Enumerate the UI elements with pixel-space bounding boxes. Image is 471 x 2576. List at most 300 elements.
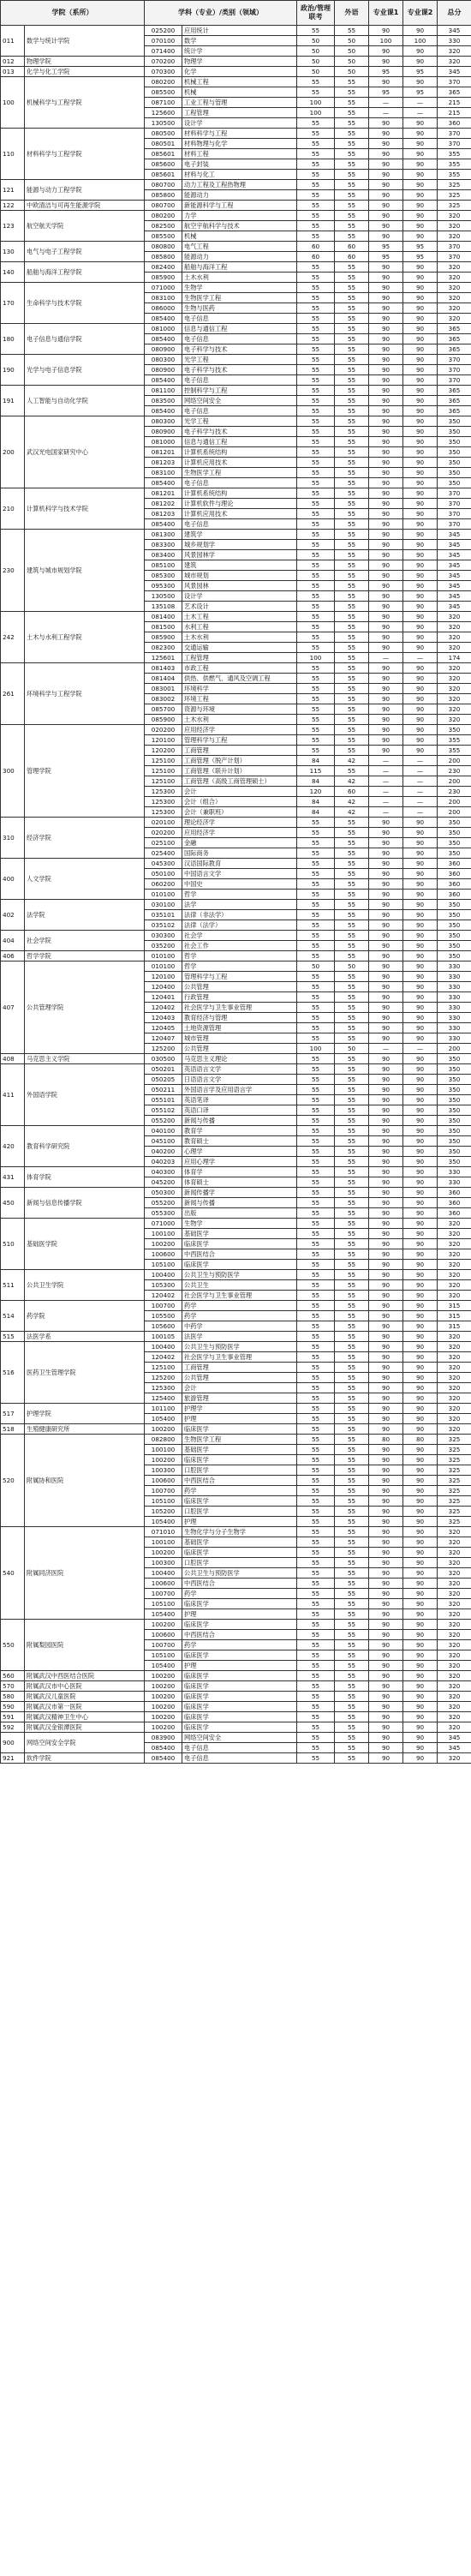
major-name: 电子封装 bbox=[182, 159, 297, 170]
total-score: 350 bbox=[438, 1085, 471, 1095]
foreign-score: 55 bbox=[335, 1599, 369, 1609]
subject1-score: 90 bbox=[369, 992, 403, 1003]
college-name: 附属武汉市中心医院 bbox=[25, 1681, 145, 1692]
total-score: 350 bbox=[438, 828, 471, 838]
subject1-score: 90 bbox=[369, 1363, 403, 1373]
politics-score: 55 bbox=[297, 406, 335, 416]
major-code: 035200 bbox=[145, 941, 182, 951]
total-score: 320 bbox=[438, 715, 471, 725]
major-name: 生物医学工程 bbox=[182, 468, 297, 478]
total-score: 330 bbox=[438, 36, 471, 46]
college-name: 护理学院 bbox=[25, 1404, 145, 1424]
major-name: 市政工程 bbox=[182, 663, 297, 674]
major-code: 130500 bbox=[145, 591, 182, 602]
subject1-score: 90 bbox=[369, 1517, 403, 1527]
college-name: 生殖健康研究所 bbox=[25, 1424, 145, 1435]
major-code: 071000 bbox=[145, 283, 182, 293]
major-code: 100600 bbox=[145, 1249, 182, 1260]
subject1-score: 90 bbox=[369, 1054, 403, 1064]
subject2-score: 100 bbox=[403, 36, 438, 46]
foreign-score: 55 bbox=[335, 1363, 369, 1373]
college-code: 210 bbox=[1, 488, 25, 530]
subject1-score: 90 bbox=[369, 982, 403, 992]
foreign-score: 55 bbox=[335, 1733, 369, 1743]
major-code: 081203 bbox=[145, 509, 182, 519]
subject2-score: 90 bbox=[403, 1702, 438, 1712]
politics-score: 55 bbox=[297, 1239, 335, 1249]
total-score: 320 bbox=[438, 283, 471, 293]
subject2-score: 90 bbox=[403, 591, 438, 602]
table-row bbox=[1, 386, 471, 396]
total-score: 355 bbox=[438, 159, 471, 170]
major-name: 工商管理 bbox=[182, 746, 297, 756]
subject1-score: 90 bbox=[369, 139, 403, 149]
politics-score: 55 bbox=[297, 1198, 335, 1208]
subject2-score: 90 bbox=[403, 1558, 438, 1568]
subject2-score: 90 bbox=[403, 1661, 438, 1671]
politics-score: 55 bbox=[297, 211, 335, 221]
major-name: 机械工程 bbox=[182, 77, 297, 87]
foreign-score: 55 bbox=[335, 1064, 369, 1075]
politics-score: 55 bbox=[297, 87, 335, 98]
politics-score: 55 bbox=[297, 663, 335, 674]
total-score: 320 bbox=[438, 1239, 471, 1249]
college-code: 191 bbox=[1, 386, 25, 416]
foreign-score: 55 bbox=[335, 725, 369, 735]
foreign-score: 55 bbox=[335, 1147, 369, 1157]
header-row bbox=[1, 1, 471, 26]
foreign-score: 55 bbox=[335, 828, 369, 838]
major-name: 机械 bbox=[182, 231, 297, 242]
major-code: 100600 bbox=[145, 1476, 182, 1486]
subject2-score: 90 bbox=[403, 581, 438, 591]
major-code: 125600 bbox=[145, 108, 182, 118]
foreign-score: 55 bbox=[335, 1445, 369, 1455]
politics-score: 55 bbox=[297, 1476, 335, 1486]
subject2-score: 90 bbox=[403, 602, 438, 612]
major-name: 工商管理（联升计划） bbox=[182, 766, 297, 776]
subject2-score: 90 bbox=[403, 571, 438, 581]
politics-score: 55 bbox=[297, 1291, 335, 1301]
college-code: 310 bbox=[1, 818, 25, 859]
major-code: 010100 bbox=[145, 951, 182, 962]
politics-score: 55 bbox=[297, 1321, 335, 1332]
major-name: 管理科学与工程 bbox=[182, 735, 297, 746]
politics-score: 55 bbox=[297, 149, 335, 159]
major-code: 100300 bbox=[145, 1558, 182, 1568]
foreign-score: 55 bbox=[335, 1507, 369, 1517]
major-name: 社会学 bbox=[182, 931, 297, 941]
politics-score: 55 bbox=[297, 581, 335, 591]
major-name: 土地资源管理 bbox=[182, 1023, 297, 1033]
foreign-score: 55 bbox=[335, 530, 369, 540]
subject1-score: 90 bbox=[369, 1476, 403, 1486]
college-name: 公共管理学院 bbox=[25, 962, 145, 1054]
major-name: 管理科学与工程 bbox=[182, 972, 297, 982]
politics-score: 55 bbox=[297, 972, 335, 982]
major-code: 085900 bbox=[145, 632, 182, 643]
major-name: 材料与化工 bbox=[182, 170, 297, 180]
major-name: 数学 bbox=[182, 36, 297, 46]
foreign-score: 55 bbox=[335, 1692, 369, 1702]
subject1-score: 90 bbox=[369, 1445, 403, 1455]
politics-score: 55 bbox=[297, 1465, 335, 1476]
politics-score: 55 bbox=[297, 1023, 335, 1033]
subject2-score: 90 bbox=[403, 992, 438, 1003]
subject1-score: 90 bbox=[369, 1198, 403, 1208]
subject2-score: 90 bbox=[403, 1414, 438, 1424]
major-name: 新闻与传播 bbox=[182, 1198, 297, 1208]
foreign-score: 55 bbox=[335, 98, 369, 108]
table-row bbox=[1, 663, 471, 674]
foreign-score: 55 bbox=[335, 560, 369, 571]
total-score: 350 bbox=[438, 1054, 471, 1064]
foreign-score: 55 bbox=[335, 283, 369, 293]
politics-score: 55 bbox=[297, 1722, 335, 1733]
major-code: 105500 bbox=[145, 1311, 182, 1321]
major-code: 100300 bbox=[145, 1465, 182, 1476]
subject2-score: 90 bbox=[403, 1650, 438, 1661]
major-code: 081400 bbox=[145, 612, 182, 622]
subject1-score: 90 bbox=[369, 159, 403, 170]
subject2-score: 90 bbox=[403, 1507, 438, 1517]
foreign-score: 55 bbox=[335, 1229, 369, 1239]
college-code: 230 bbox=[1, 530, 25, 612]
major-code: 010100 bbox=[145, 890, 182, 900]
major-code: 010100 bbox=[145, 962, 182, 972]
foreign-score: 55 bbox=[335, 1661, 369, 1671]
subject1-score: 90 bbox=[369, 663, 403, 674]
foreign-score: 55 bbox=[335, 910, 369, 920]
major-code: 071010 bbox=[145, 1527, 182, 1537]
politics-score: 55 bbox=[297, 344, 335, 355]
subject1-score: 90 bbox=[369, 1640, 403, 1650]
politics-score: 55 bbox=[297, 1404, 335, 1414]
subject1-score: — bbox=[369, 756, 403, 766]
foreign-score: 55 bbox=[335, 293, 369, 303]
total-score: 345 bbox=[438, 591, 471, 602]
foreign-score: 55 bbox=[335, 324, 369, 334]
foreign-score: 55 bbox=[335, 180, 369, 190]
subject2-score: 90 bbox=[403, 478, 438, 488]
major-name: 工商管理（脱产计划） bbox=[182, 756, 297, 766]
foreign-score: 55 bbox=[335, 396, 369, 406]
major-code: 080501 bbox=[145, 139, 182, 149]
subject2-score: 90 bbox=[403, 1033, 438, 1044]
table-row bbox=[1, 1332, 471, 1342]
major-name: 法学 bbox=[182, 900, 297, 910]
politics-score: 55 bbox=[297, 848, 335, 859]
college-name: 教育科学研究院 bbox=[25, 1126, 145, 1167]
major-name: 英语口译 bbox=[182, 1105, 297, 1116]
total-score: 350 bbox=[438, 1075, 471, 1085]
politics-score: 55 bbox=[297, 1753, 335, 1764]
table-row bbox=[1, 1620, 471, 1630]
subject2-score: 90 bbox=[403, 725, 438, 735]
subject2-score: 90 bbox=[403, 283, 438, 293]
subject2-score: 90 bbox=[403, 1311, 438, 1321]
total-score: 320 bbox=[438, 1650, 471, 1661]
politics-score: 55 bbox=[297, 1013, 335, 1023]
foreign-score: 55 bbox=[335, 1620, 369, 1630]
major-code: 081202 bbox=[145, 499, 182, 509]
major-code: 125300 bbox=[145, 787, 182, 797]
major-name: 计算机软件与理论 bbox=[182, 499, 297, 509]
total-score: 320 bbox=[438, 1393, 471, 1404]
total-score: 350 bbox=[438, 910, 471, 920]
major-name: 公共卫生与预防医学 bbox=[182, 1270, 297, 1280]
politics-score: 55 bbox=[297, 869, 335, 879]
subject1-score: 90 bbox=[369, 920, 403, 931]
foreign-score: 55 bbox=[335, 375, 369, 386]
major-code: 081203 bbox=[145, 458, 182, 468]
politics-score: 60 bbox=[297, 252, 335, 262]
total-score: 320 bbox=[438, 1620, 471, 1630]
politics-score: 50 bbox=[297, 46, 335, 57]
politics-score: 55 bbox=[297, 828, 335, 838]
major-name: 护理学 bbox=[182, 1404, 297, 1414]
major-name: 心理学 bbox=[182, 1147, 297, 1157]
subject2-score: 95 bbox=[403, 87, 438, 98]
major-name: 计算机系统结构 bbox=[182, 488, 297, 499]
total-score: 360 bbox=[438, 1188, 471, 1198]
foreign-score: 55 bbox=[335, 519, 369, 530]
subject2-score: 90 bbox=[403, 519, 438, 530]
foreign-score: 55 bbox=[335, 715, 369, 725]
subject1-score: 90 bbox=[369, 879, 403, 890]
table-row bbox=[1, 530, 471, 540]
subject1-score: 90 bbox=[369, 170, 403, 180]
table-row bbox=[1, 77, 471, 87]
subject2-score: 90 bbox=[403, 900, 438, 910]
major-code: 120402 bbox=[145, 1352, 182, 1363]
subject2-score: 90 bbox=[403, 396, 438, 406]
subject2-score: 90 bbox=[403, 293, 438, 303]
subject1-score: 90 bbox=[369, 1620, 403, 1630]
major-code: 100200 bbox=[145, 1671, 182, 1681]
subject2-score: 90 bbox=[403, 622, 438, 632]
major-name: 哲学 bbox=[182, 890, 297, 900]
college-name: 哲学学院 bbox=[25, 951, 145, 962]
major-code: 105300 bbox=[145, 1280, 182, 1291]
major-code: 100200 bbox=[145, 1455, 182, 1465]
foreign-score: 55 bbox=[335, 581, 369, 591]
subject1-score: 90 bbox=[369, 694, 403, 704]
foreign-score: 55 bbox=[335, 540, 369, 550]
subject1-score: 90 bbox=[369, 458, 403, 468]
politics-score: 84 bbox=[297, 756, 335, 766]
table-row bbox=[1, 211, 471, 221]
major-code: 100400 bbox=[145, 1342, 182, 1352]
subject1-score: 90 bbox=[369, 1136, 403, 1147]
politics-score: 55 bbox=[297, 355, 335, 365]
subject1-score: 90 bbox=[369, 684, 403, 694]
major-code: 085400 bbox=[145, 314, 182, 324]
subject1-score: 90 bbox=[369, 1650, 403, 1661]
major-code: 086000 bbox=[145, 303, 182, 314]
major-code: 050211 bbox=[145, 1085, 182, 1095]
subject1-score: 90 bbox=[369, 591, 403, 602]
total-score: 320 bbox=[438, 1589, 471, 1599]
subject2-score: 90 bbox=[403, 1537, 438, 1548]
college-code: 900 bbox=[1, 1733, 25, 1753]
politics-score: 55 bbox=[297, 221, 335, 231]
major-code: 105400 bbox=[145, 1661, 182, 1671]
politics-score: 55 bbox=[297, 859, 335, 869]
table-row bbox=[1, 129, 471, 139]
major-code: 082500 bbox=[145, 221, 182, 231]
table-row bbox=[1, 612, 471, 622]
total-score: 355 bbox=[438, 170, 471, 180]
major-name: 建筑 bbox=[182, 560, 297, 571]
total-score: 350 bbox=[438, 1147, 471, 1157]
subject2-score: 90 bbox=[403, 951, 438, 962]
foreign-score: 60 bbox=[335, 787, 369, 797]
total-score: 320 bbox=[438, 1630, 471, 1640]
subject1-score: 90 bbox=[369, 365, 403, 375]
major-name: 设计学 bbox=[182, 591, 297, 602]
foreign-score: 55 bbox=[335, 1157, 369, 1167]
total-score: 320 bbox=[438, 1404, 471, 1414]
subject1-score: 90 bbox=[369, 1023, 403, 1033]
major-name: 新能源科学与工程 bbox=[182, 201, 297, 211]
college-code: 580 bbox=[1, 1692, 25, 1702]
subject1-score: 90 bbox=[369, 386, 403, 396]
subject1-score: 90 bbox=[369, 201, 403, 211]
total-score: 320 bbox=[438, 57, 471, 67]
total-score: 320 bbox=[438, 1352, 471, 1363]
subject1-score: 90 bbox=[369, 1558, 403, 1568]
subject2-score: 90 bbox=[403, 1095, 438, 1105]
subject2-score: — bbox=[403, 787, 438, 797]
total-score: 365 bbox=[438, 406, 471, 416]
politics-score: 55 bbox=[297, 1558, 335, 1568]
foreign-score: 55 bbox=[335, 1116, 369, 1126]
major-name: 风景园林 bbox=[182, 581, 297, 591]
subject1-score: 100 bbox=[369, 36, 403, 46]
subject2-score: 90 bbox=[403, 1743, 438, 1753]
politics-score: 60 bbox=[297, 242, 335, 252]
major-name: 药学 bbox=[182, 1640, 297, 1650]
table-row bbox=[1, 242, 471, 252]
subject2-score: 90 bbox=[403, 530, 438, 540]
subject1-score: 90 bbox=[369, 1589, 403, 1599]
politics-score: 115 bbox=[297, 766, 335, 776]
college-name: 环境科学与工程学院 bbox=[25, 663, 145, 725]
total-score: 350 bbox=[438, 951, 471, 962]
subject1-score: 90 bbox=[369, 1537, 403, 1548]
subject2-score: 90 bbox=[403, 1280, 438, 1291]
politics-score: 55 bbox=[297, 612, 335, 622]
total-score: 200 bbox=[438, 807, 471, 818]
major-name: 临床医学 bbox=[182, 1671, 297, 1681]
major-name: 工业工程与管理 bbox=[182, 98, 297, 108]
subject1-score: 90 bbox=[369, 26, 403, 36]
major-code: 081000 bbox=[145, 324, 182, 334]
total-score: 320 bbox=[438, 1548, 471, 1558]
foreign-score: 55 bbox=[335, 1630, 369, 1640]
subject2-score: 90 bbox=[403, 1733, 438, 1743]
major-name: 环境工程 bbox=[182, 694, 297, 704]
major-code: 040200 bbox=[145, 1147, 182, 1157]
major-name: 国际商务 bbox=[182, 848, 297, 859]
table-row bbox=[1, 1424, 471, 1435]
header-subject1: 专业课1 bbox=[369, 1, 403, 26]
college-name: 建筑与城市规划学院 bbox=[25, 530, 145, 612]
college-code: 550 bbox=[1, 1620, 25, 1671]
table-row bbox=[1, 1301, 471, 1311]
subject2-score: 90 bbox=[403, 1085, 438, 1095]
subject1-score: 90 bbox=[369, 1393, 403, 1404]
major-name: 船舶与海洋工程 bbox=[182, 262, 297, 273]
major-name: 生物学 bbox=[182, 283, 297, 293]
subject1-score: — bbox=[369, 787, 403, 797]
politics-score: 55 bbox=[297, 1095, 335, 1105]
total-score: 360 bbox=[438, 118, 471, 129]
total-score: 350 bbox=[438, 1116, 471, 1126]
subject2-score: 90 bbox=[403, 612, 438, 622]
college-name: 管理学院 bbox=[25, 725, 145, 818]
total-score: 360 bbox=[438, 890, 471, 900]
total-score: 320 bbox=[438, 262, 471, 273]
major-code: 085601 bbox=[145, 149, 182, 159]
total-score: 320 bbox=[438, 694, 471, 704]
total-score: 350 bbox=[438, 725, 471, 735]
major-code: 055102 bbox=[145, 1105, 182, 1116]
major-code: 100200 bbox=[145, 1712, 182, 1722]
major-code: 081201 bbox=[145, 447, 182, 458]
major-name: 土木水利 bbox=[182, 632, 297, 643]
total-score: 370 bbox=[438, 365, 471, 375]
total-score: 345 bbox=[438, 1733, 471, 1743]
total-score: 320 bbox=[438, 1249, 471, 1260]
major-name: 法律（非法学） bbox=[182, 910, 297, 920]
college-code: 514 bbox=[1, 1301, 25, 1332]
total-score: 315 bbox=[438, 1301, 471, 1311]
major-name: 中西医结合 bbox=[182, 1630, 297, 1640]
total-score: 370 bbox=[438, 488, 471, 499]
subject1-score: — bbox=[369, 776, 403, 787]
table-row bbox=[1, 725, 471, 735]
total-score: 320 bbox=[438, 1291, 471, 1301]
subject1-score: 90 bbox=[369, 910, 403, 920]
college-code: 408 bbox=[1, 1054, 25, 1064]
total-score: 320 bbox=[438, 1599, 471, 1609]
major-name: 工程管理 bbox=[182, 108, 297, 118]
table-row bbox=[1, 488, 471, 499]
total-score: 315 bbox=[438, 1321, 471, 1332]
politics-score: 55 bbox=[297, 1208, 335, 1219]
table-row bbox=[1, 283, 471, 293]
major-name: 电子信息 bbox=[182, 519, 297, 530]
politics-score: 55 bbox=[297, 632, 335, 643]
total-score: 345 bbox=[438, 26, 471, 36]
subject1-score: 90 bbox=[369, 1527, 403, 1537]
politics-score: 84 bbox=[297, 807, 335, 818]
major-code: 085400 bbox=[145, 406, 182, 416]
subject2-score: 90 bbox=[403, 1620, 438, 1630]
college-code: 300 bbox=[1, 725, 25, 818]
subject1-score: 90 bbox=[369, 674, 403, 684]
major-name: 电子科学与技术 bbox=[182, 427, 297, 437]
major-name: 建筑学 bbox=[182, 530, 297, 540]
politics-score: 55 bbox=[297, 1681, 335, 1692]
subject1-score: 90 bbox=[369, 1116, 403, 1126]
foreign-score: 55 bbox=[335, 129, 369, 139]
politics-score: 55 bbox=[297, 1363, 335, 1373]
foreign-score: 60 bbox=[335, 252, 369, 262]
major-code: 083100 bbox=[145, 468, 182, 478]
